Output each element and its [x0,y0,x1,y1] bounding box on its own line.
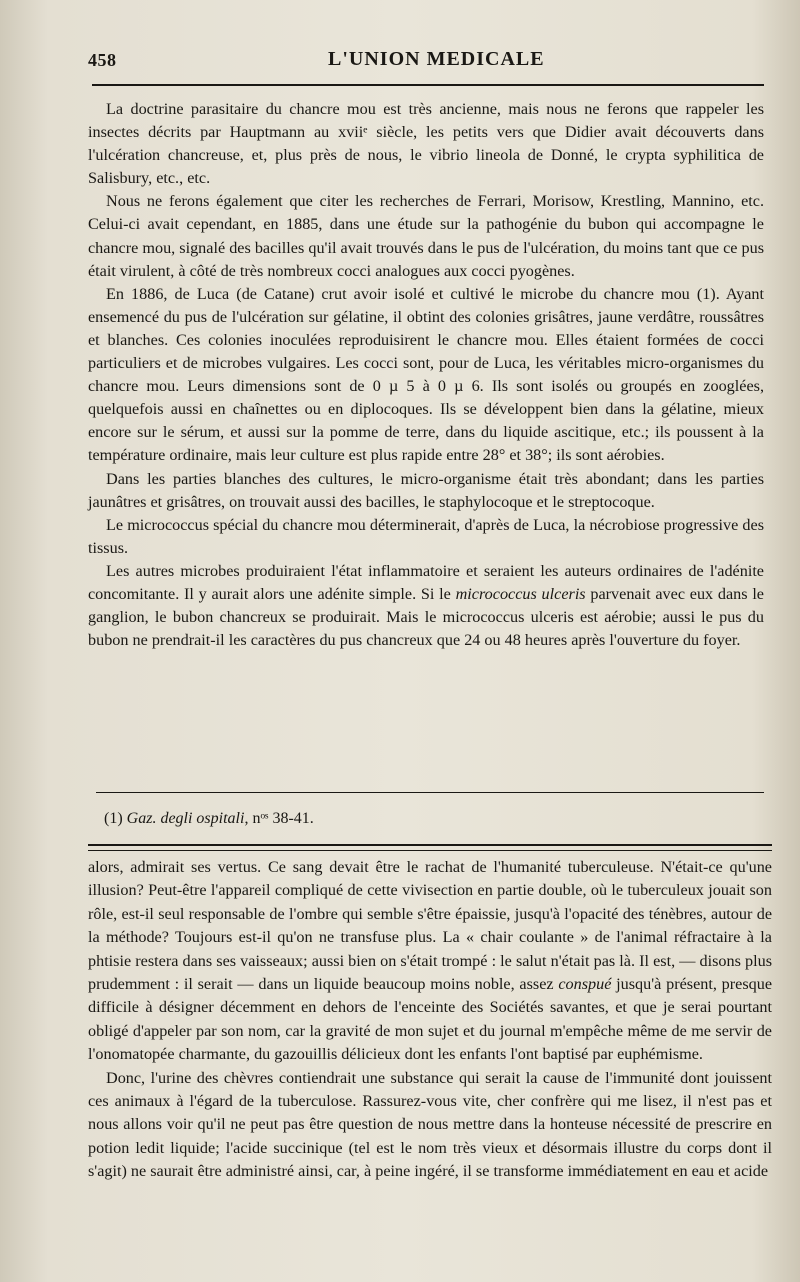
italic-term: conspué [558,975,612,994]
header-rule [92,84,764,86]
italic-term: micrococcus ulceris [455,584,586,603]
text-run: Les autres microbes produiraient l'état inflammatoire et seraient les auteurs ordinaires de l'adénite concomitante. Il y aurait alors une adénite simple. Si le [88,561,764,603]
footnote-rest: , nᵒˢ 38-41. [244,810,314,827]
page-header [88,44,764,78]
paragraph: Nous ne ferons également que citer les recherches de Ferrari, Morisow, Krestling, Mannino, etc. Celui-ci avait cependant, en 1885, dans une étude sur la pathogénie du bubon qui accompagne le chancre mou, signalé des bacilles qu'il avait trouvés dans le pus de l'ulcération, du moins tant que ce pus était virulent, à côté de très nombreux cocci analogues aux cocci pyogènes. [88,192,764,280]
text-run: alors, admirait ses vertus. Ce sang devait être le rachat de l'humanité tuberculeuse. N'était-ce qu'une illusion? Peut-être l'appareil compliqué de cette vivisection en partie double, où le tuberculeux jouait son rôle, est-il seul responsable de l'ombre qui semble s'être épaissie, jusqu'à l'opacité des ténèbres, autour de la méthode? Toujours est-il qu'on ne transfuse plus. La « chair coulante » de l'animal réfractaire à la phtisie restera dans ses vaisseaux; aussi bien on s'était trompé : le salut n'était pas là. Il est, — disons plus prudemment : il serait — dans un liquide beaucoup moins noble, assez [88,858,772,994]
footnote-rule [96,792,764,793]
text-run: parvenait avec eux dans le ganglion, le bubon chancreux se produirait. Mais le micrococcus ulceris est aérobie; aussi le pus du bubon ne prendrait-il les caractères du pus chancreux que 24 ou 48 heures après l'ouverture du foyer. [88,584,764,650]
footnote [104,808,764,830]
running-head: L'UNION MEDICALE [328,48,545,70]
footnote-source: Gaz. degli ospitali [126,810,245,827]
paragraph: Dans les parties blanches des cultures, le micro-organisme était très abondant; dans les parties jaunâtres et grisâtres, on trouvait aussi des bacilles, le staphylocoque et le streptocoque. [88,469,764,511]
paragraph: Donc, l'urine des chèvres contiendrait une substance qui serait la cause de l'immunité dont jouissent ces animaux à l'égard de la tuberculose. Rassurez-vous vite, cher confrère qui me lisez, il n'est pas et nous allons voir qu'il ne peut pas être question de nous mettre dans la honteuse nécessité de prescrire en potion ledit liquide; l'acide succinique (tel est le nom très vieux et désormais illustre du corps dont il s'agit) ne saurait être administré ainsi, car, à peine ingéré, il se transforme immédiatement en eau et acide [88,1068,772,1181]
paragraph: Le micrococcus spécial du chancre mou déterminerait, d'après de Luca, la nécrobiose progressive des tissus. [88,515,764,557]
paragraph [88,560,764,652]
footnote-marker: (1) [104,810,127,827]
article-body [88,98,764,652]
paragraph [88,856,772,1067]
feuilleton-body [88,856,772,1184]
page-number: 458 [88,50,117,70]
paragraph: En 1886, de Luca (de Catane) crut avoir isolé et cultivé le microbe du chancre mou (1). Ayant ensemencé du pus de l'ulcération sur gélatine, il obtint des colonies grisâtres, jaune verdâtre, roussâtres et blanches. Ces colonies inoculées reproduisirent le chancre mou. Elles étaient formées de cocci particuliers et de microbes vulgaires. Les cocci sont, pour de Luca, les véritables micro-organismes du chancre mou. Leurs dimensions sont de 0 µ 5 à 0 µ 6. Ils sont isolés ou groupés en zooglées, quelquefois aussi en chaînettes ou en diplocoques. Ils se développent bien dans la gélatine, mieux encore sur le sérum, et aussi sur la pomme de terre, dans du liquide ascitique, etc.; ils poussent à la température ordinaire, mais leur culture est plus rapide entre 28° et 38°; ils sont aérobies. [88,284,764,465]
text-run: jusqu'à présent, presque difficile à désigner décemment en dehors de l'enceinte des Sociétés savantes, et que je serai pourtant obligé d'appeler par son nom, car la gravité de mon sujet et du journal m'empêche même de me servir de l'onomatopée charmante, du gazouillis délicieux dont les enfants l'ont baptisé par euphémisme. [88,975,773,1064]
feuilleton-separator [88,844,772,851]
paragraph: La doctrine parasitaire du chancre mou est très ancienne, mais nous ne ferons que rappeler les insectes décrits par Hauptmann au xviiᵉ siècle, les petits vers que Didier avait découverts dans l'ulcération chancreuse, et, plus près de nous, le vibrio lineola de Donné, le crypta syphilitica de Salisbury, etc., etc. [88,100,764,188]
